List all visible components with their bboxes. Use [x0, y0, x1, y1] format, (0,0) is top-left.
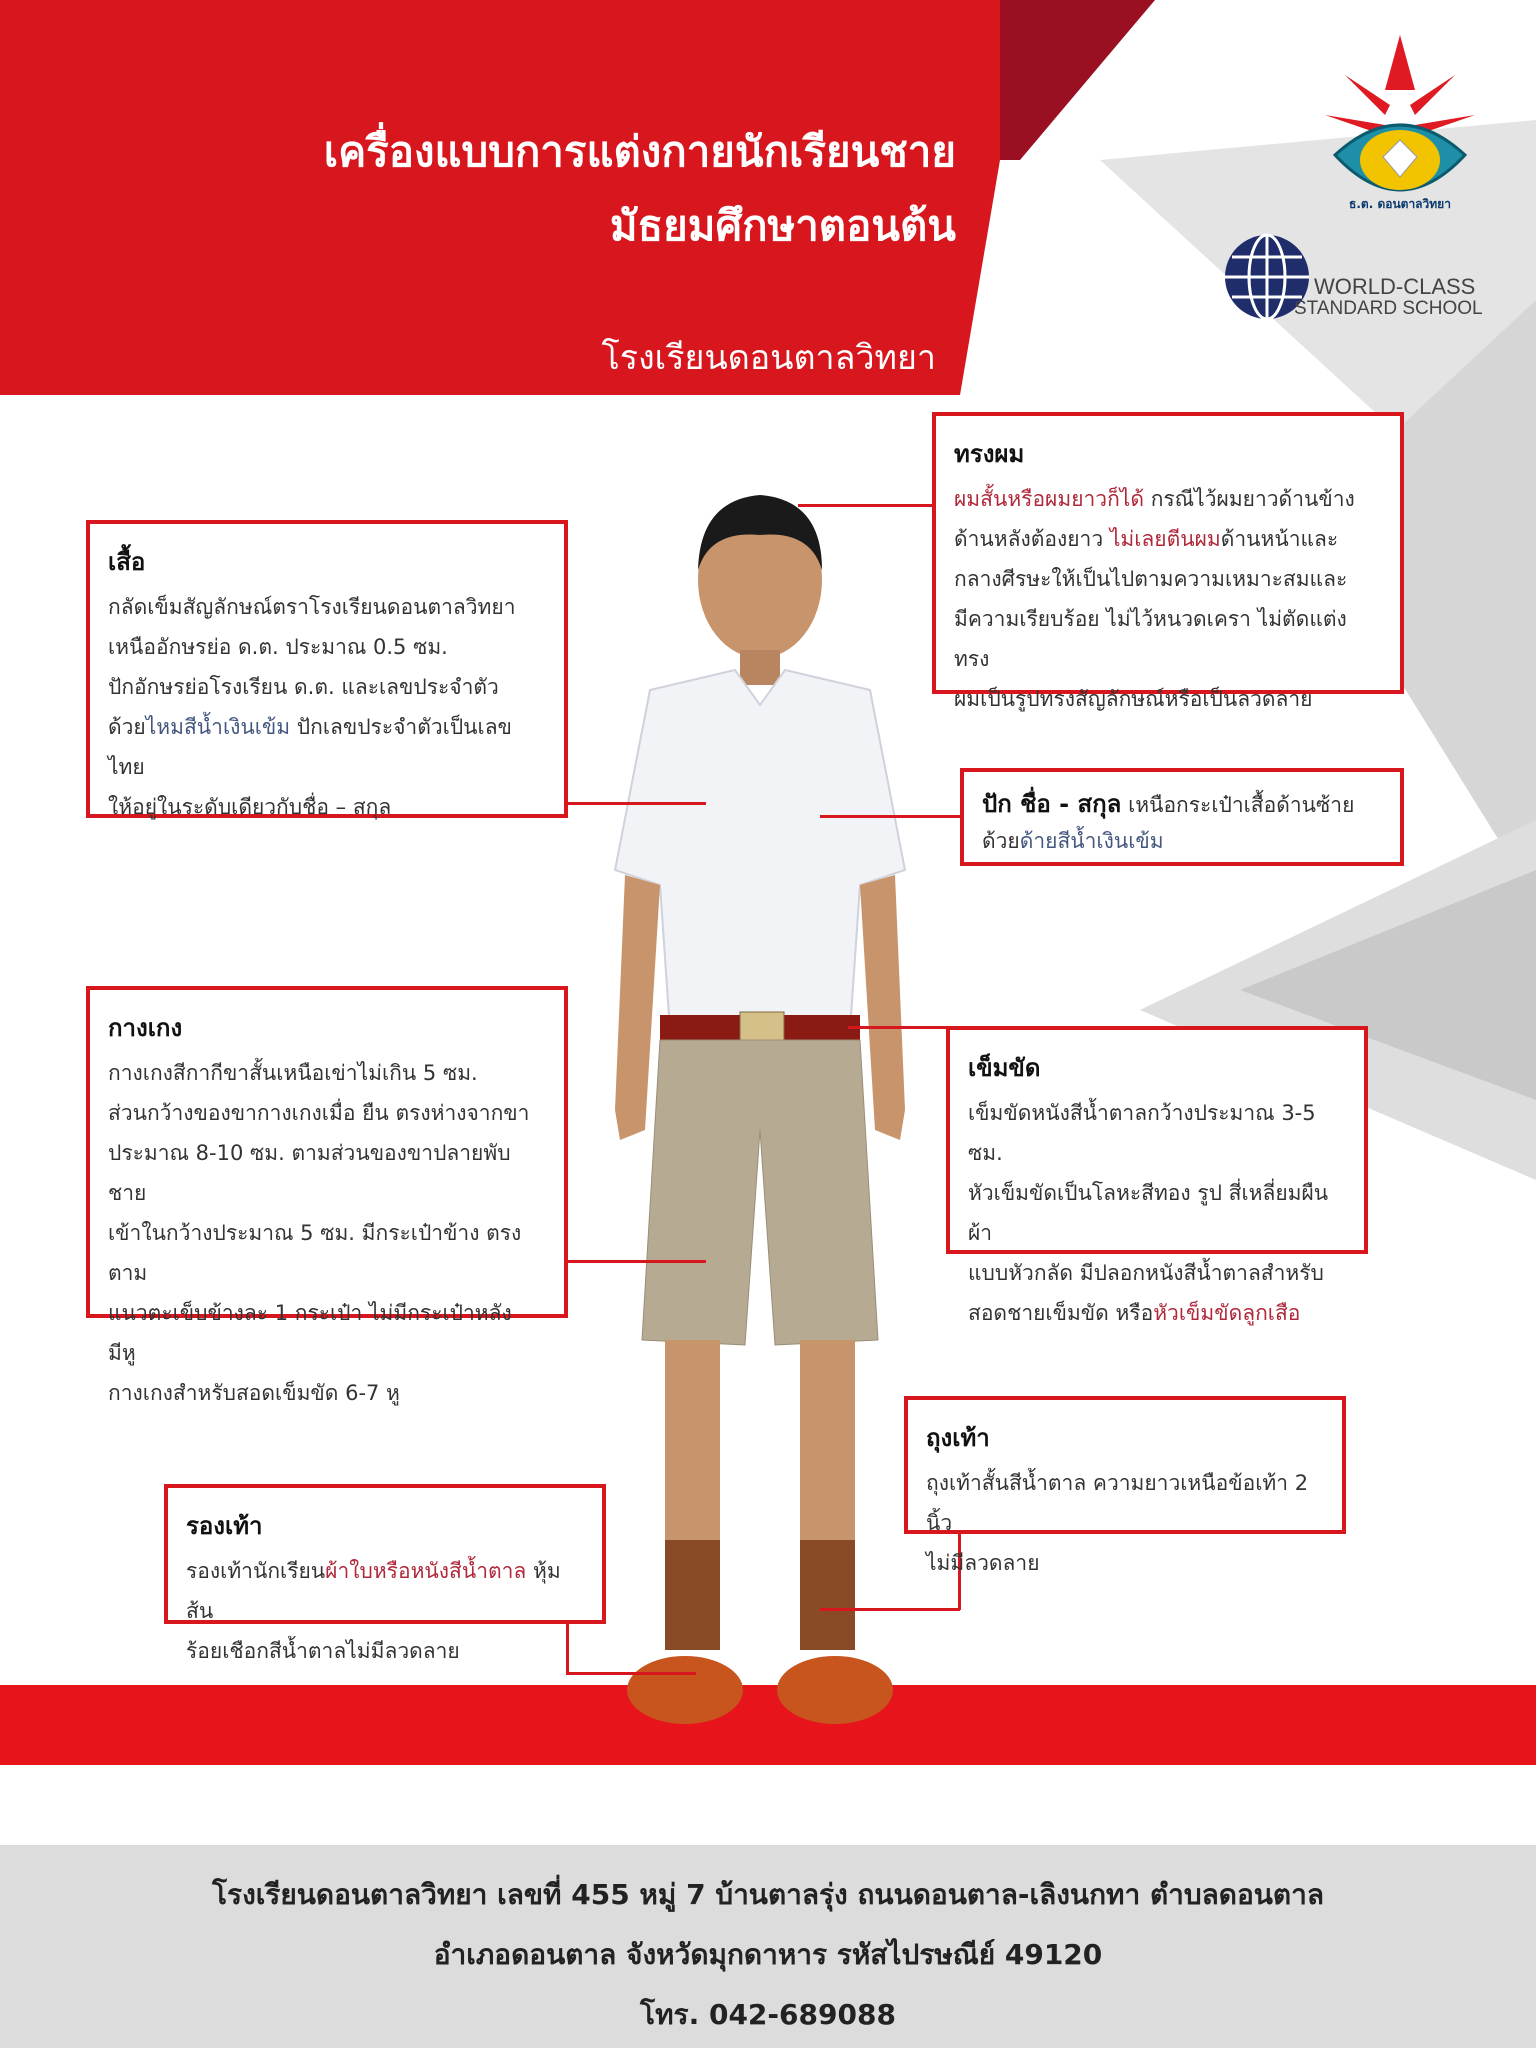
shirt-box	[86, 520, 568, 818]
name-title-rest: เหนือกระเป๋าเสื้อด้านซ้าย	[1121, 793, 1355, 817]
shoes-line2: ร้อยเชือกสีน้ำตาลไม่มีลวดลาย	[186, 1639, 460, 1663]
school-seal-text: ธ.ต. ดอนตาลวิทยา	[1349, 197, 1451, 211]
shoes-box	[164, 1484, 606, 1663]
shirt-title: เสื้อ	[108, 548, 146, 576]
shoes-title: รองเท้า	[186, 1512, 263, 1540]
shoes-line1-rest: หุ้มส้น	[186, 1559, 561, 1623]
pants-line6: กางเกงสำหรับสอดเข็มขัด 6-7 หู	[108, 1381, 400, 1405]
school-seal-logo	[1325, 35, 1475, 220]
shirt-line2: เหนืออักษรย่อ ด.ต. ประมาณ 0.5 ซม.	[108, 635, 448, 659]
pants-line4: เข้าในกว้างประมาณ 5 ซม. มีกระเป๋าข้าง ตรงตาม	[108, 1221, 522, 1285]
pants-title: กางเกง	[108, 1014, 183, 1042]
wcss-line2: STANDARD SCHOOL	[1294, 298, 1483, 319]
shoes-line1-red: ผ้าใบหรือหนังสีน้ำตาล	[325, 1559, 527, 1583]
belt-line4-pre: สอดชายเข็มขัด หรือ	[968, 1301, 1154, 1325]
pants-line2: ส่วนกว้างของขากางเกงเมื่อ ยืน ตรงห่างจากขา	[108, 1101, 530, 1125]
shirt-line4	[108, 707, 546, 787]
hair-seg1-rest: กรณีไว้ผมยาวด้านข้าง	[1144, 487, 1355, 511]
hair-line1	[954, 479, 1382, 519]
name-title: ปัก ชื่อ - สกุล	[982, 790, 1122, 818]
name-line2-colored: ด้ายสีน้ำเงินเข้ม	[1019, 829, 1164, 853]
belt-title: เข็มขัด	[968, 1054, 1041, 1082]
hair-seg2-rest: ด้านหน้าและ	[1220, 527, 1339, 551]
footer-address-line2: อำเภอดอนตาล จังหวัดมุกดาหาร รหัสไปรษณีย์ 49120	[433, 1938, 1103, 1971]
torch-emblem-icon	[1325, 35, 1475, 220]
name-line2	[982, 823, 1382, 859]
connector-shirt	[566, 802, 706, 805]
connector-shoes-h	[566, 1672, 696, 1675]
pants-line3: ประมาณ 8-10 ซม. ตามส่วนของขาปลายพับชาย	[108, 1141, 511, 1205]
footer-address-line1: โรงเรียนดอนตาลวิทยา เลขที่ 455 หมู่ 7 บ้านตาลรุ่ง ถนนดอนตาล-เลิงนกทา ตำบลดอนตาล	[211, 1878, 1324, 1911]
connector-name	[820, 815, 962, 818]
page-title-line2: มัธยมศึกษาตอนต้น	[609, 201, 956, 250]
hair-seg2: ด้านหลังต้องยาว	[954, 527, 1110, 551]
socks-line2: ไม่มีลวดลาย	[926, 1551, 1040, 1575]
socks-line1: ถุงเท้าสั้นสีน้ำตาล ความยาวเหนือข้อเท้า 2 นิ้ว	[926, 1471, 1309, 1535]
name-line2-pre: ด้วย	[982, 829, 1020, 853]
name-line1	[982, 786, 1382, 823]
socks-title: ถุงเท้า	[926, 1424, 990, 1452]
connector-pants	[566, 1260, 706, 1263]
belt-line2: หัวเข็มขัดเป็นโลหะสีทอง รูป สี่เหลี่ยมผืนผ้า	[968, 1181, 1329, 1245]
shirt-line4-pre: ด้วย	[108, 715, 146, 739]
hair-seg1-red: ผมสั้นหรือผมยาวก็ได้	[954, 487, 1145, 511]
belt-line4-red: หัวเข็มขัดลูกเสือ	[1153, 1301, 1301, 1325]
shirt-line5: ให้อยู่ในระดับเดียวกับชื่อ – สกุล	[108, 795, 392, 819]
connector-belt	[848, 1026, 948, 1029]
socks-box	[904, 1396, 1346, 1575]
shoes-line1-pre: รองเท้านักเรียน	[186, 1559, 326, 1583]
hair-line3: กลางศีรษะให้เป็นไปตามความเหมาะสมและ	[954, 567, 1348, 591]
hair-line2	[954, 519, 1382, 559]
footer-phone: โทร. 042-689088	[640, 1998, 896, 2031]
connector-hair	[798, 504, 933, 507]
wcss-line1: WORLD-CLASS	[1314, 274, 1476, 299]
shirt-line1: กลัดเข็มสัญลักษณ์ตราโรงเรียนดอนตาลวิทยา	[108, 595, 516, 619]
hair-seg2-red: ไม่เลยตีนผม	[1109, 527, 1221, 551]
wcss-logo	[1222, 232, 1502, 322]
belt-box	[946, 1026, 1368, 1325]
pants-line5: แนวตะเข็บข้างละ 1 กระเป๋า ไม่มีกระเป๋าหลัง มีหู	[108, 1301, 512, 1365]
hair-box	[932, 412, 1404, 711]
footer	[0, 1845, 1536, 2048]
name-box	[960, 768, 1404, 866]
belt-line3: แบบหัวกลัด มีปลอกหนังสีน้ำตาลสำหรับ	[968, 1261, 1324, 1285]
hair-line4: มีความเรียบร้อย ไม่ไว้หนวดเครา ไม่ตัดแต่งทรง	[954, 607, 1347, 671]
belt-line4	[968, 1293, 1346, 1333]
hair-title: ทรงผม	[954, 440, 1025, 468]
pants-box	[86, 986, 568, 1405]
page-title-line1: เครื่องแบบการแต่งกายนักเรียนชาย	[323, 127, 956, 176]
shirt-line3: ปักอักษรย่อโรงเรียน ด.ต. และเลขประจำตัว	[108, 675, 499, 699]
school-name-header: โรงเรียนดอนตาลวิทยา	[601, 338, 936, 378]
belt-line1: เข็มขัดหนังสีน้ำตาลกว้างประมาณ 3-5 ซม.	[968, 1101, 1316, 1165]
student-figure	[560, 490, 960, 1730]
hair-line5: ผมเป็นรูปทรงสัญลักษณ์หรือเป็นลวดลาย	[954, 687, 1313, 711]
connector-socks-h	[820, 1608, 960, 1611]
shirt-line4-blue: ไหมสีน้ำเงินเข้ม	[145, 715, 291, 739]
shoes-line1	[186, 1551, 584, 1631]
shirt-line4-rest: ปักเลขประจำตัวเป็นเลขไทย	[108, 715, 512, 779]
pants-line1: กางเกงสีกากีขาสั้นเหนือเข่าไม่เกิน 5 ซม.	[108, 1061, 478, 1085]
